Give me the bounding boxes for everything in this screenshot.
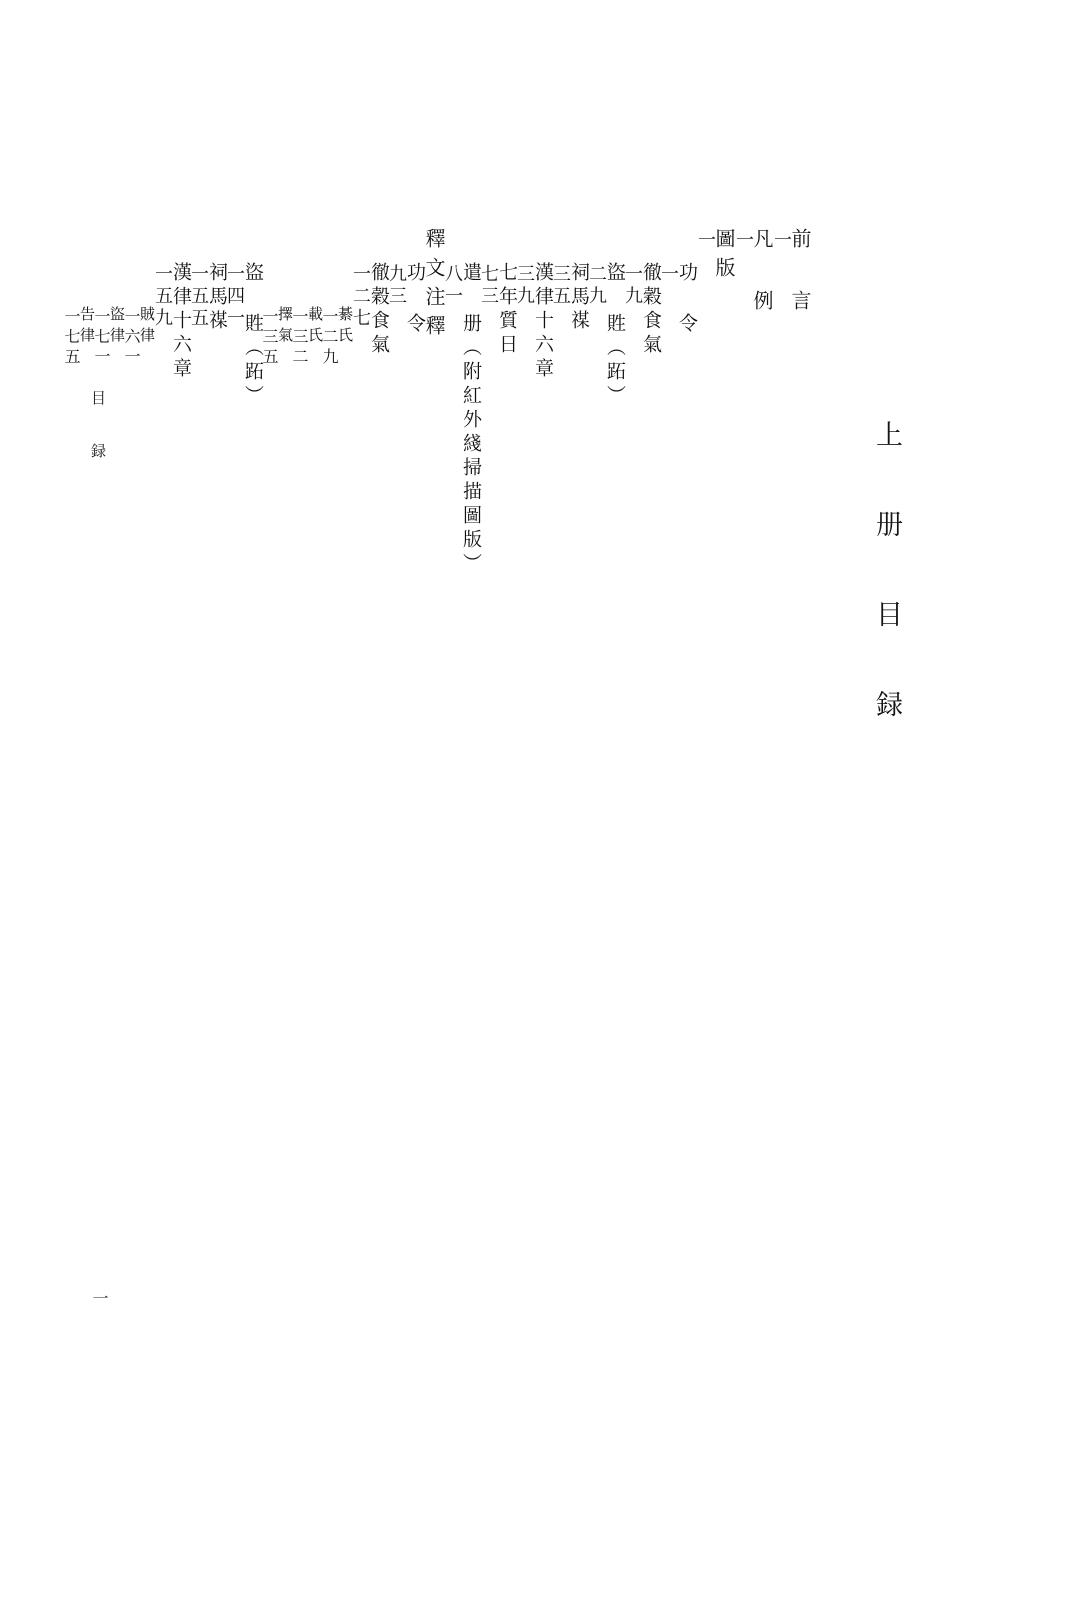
- toc-entry[interactable]: [624, 262, 660, 1438]
- toc-entry[interactable]: [388, 262, 424, 1438]
- toc-entry-label: 盜律: [108, 306, 126, 348]
- toc-entry[interactable]: [124, 306, 154, 1438]
- toc-entry[interactable]: [352, 262, 388, 1438]
- toc-entry[interactable]: [772, 228, 810, 1438]
- toc-entry[interactable]: [190, 262, 226, 1438]
- toc-entry-page-number: 一三二: [290, 308, 309, 368]
- toc-entry[interactable]: [552, 262, 588, 1438]
- toc-entry-label: 盜 貹（跖）: [242, 262, 264, 409]
- toc-entry[interactable]: [444, 262, 480, 1438]
- toc-entry-label: 凡 例: [750, 228, 774, 319]
- toc-entry-page-number: 一三五: [260, 308, 279, 368]
- toc-entry[interactable]: [64, 306, 94, 1438]
- toc-entry-label: 功 令: [676, 262, 698, 337]
- toc-entry-page-number: 一四一: [224, 264, 245, 330]
- toc-entry[interactable]: [588, 262, 624, 1438]
- toc-entry-page-number: 一七五: [62, 308, 81, 368]
- toc-entry-label: 祠馬禖: [206, 262, 228, 334]
- toc-entry[interactable]: [734, 228, 772, 1438]
- toc-entry-page-number: 一七一: [92, 308, 111, 368]
- toc-entry-label: 漢律十六章: [170, 262, 192, 382]
- toc-entry-page-number: 一二九: [320, 308, 339, 368]
- toc-entry-label: 遣 册（附紅外綫掃描圖版）: [460, 262, 482, 577]
- page-title: 上 册 目 録: [871, 420, 902, 733]
- toc-entry-label: 告律: [78, 306, 96, 348]
- folio-number: 一: [90, 1290, 109, 1306]
- toc-entry-page-number: 八一: [442, 264, 463, 308]
- toc-entry-label: 祠馬禖: [568, 262, 590, 334]
- toc-entry-label: 釋文注釋: [422, 228, 446, 344]
- toc-entry-page-number: 一九: [622, 264, 643, 308]
- toc-entry-page-number: 三九: [514, 264, 535, 308]
- toc-entry[interactable]: [94, 306, 124, 1438]
- toc-entry-label: 盜 貹（跖）: [604, 262, 626, 409]
- toc-entry[interactable]: [292, 306, 322, 1438]
- toc-entry-label: 前 言: [788, 228, 812, 319]
- toc-entry-page-number: 七三: [478, 264, 499, 308]
- toc-entry-page-number: 一五九: [152, 264, 173, 330]
- toc-entry-page-number: 九三: [386, 264, 407, 308]
- toc-entry[interactable]: [154, 262, 190, 1438]
- toc-entry-label: 賊律: [138, 306, 156, 348]
- toc-entry[interactable]: [262, 306, 292, 1438]
- toc-entry-label: 徹穀食氣: [368, 262, 390, 358]
- toc-entry[interactable]: [424, 228, 444, 1438]
- toc-entry[interactable]: [480, 262, 516, 1438]
- toc-entry-page-number: 一: [771, 230, 792, 252]
- toc-entry-page-number: 一: [733, 230, 754, 252]
- toc-entry-page-number: 三五: [550, 264, 571, 308]
- toc-entry[interactable]: [322, 306, 352, 1438]
- toc-entry-label: 漢律十六章: [532, 262, 554, 382]
- toc-entry-page-number: 一: [658, 264, 679, 286]
- running-head: 目 録: [89, 390, 107, 468]
- toc-entry-page-number: 一五五: [188, 264, 209, 330]
- toc-entry-page-number: 一六一: [122, 308, 141, 368]
- toc-entry[interactable]: [226, 262, 262, 1438]
- toc-entry[interactable]: [660, 262, 696, 1438]
- toc-entry-label: 徹穀食氣: [640, 262, 662, 358]
- toc-entry-label: 七年質日: [496, 262, 518, 358]
- toc-entry-label: 綦氏: [336, 306, 354, 348]
- toc-entry[interactable]: [516, 262, 552, 1438]
- toc-entry-label: 圖版: [712, 228, 736, 286]
- toc-entry[interactable]: [696, 228, 734, 1438]
- toc-entry-page-number: 一二七: [350, 264, 371, 330]
- toc-entry-label: 功 令: [404, 262, 426, 337]
- toc-entry-page-number: 二九: [586, 264, 607, 308]
- toc-entry-page-number: 一: [695, 230, 716, 252]
- toc-entry-label: 擇氣: [276, 306, 294, 348]
- toc-entry-label: 載氏: [306, 306, 324, 348]
